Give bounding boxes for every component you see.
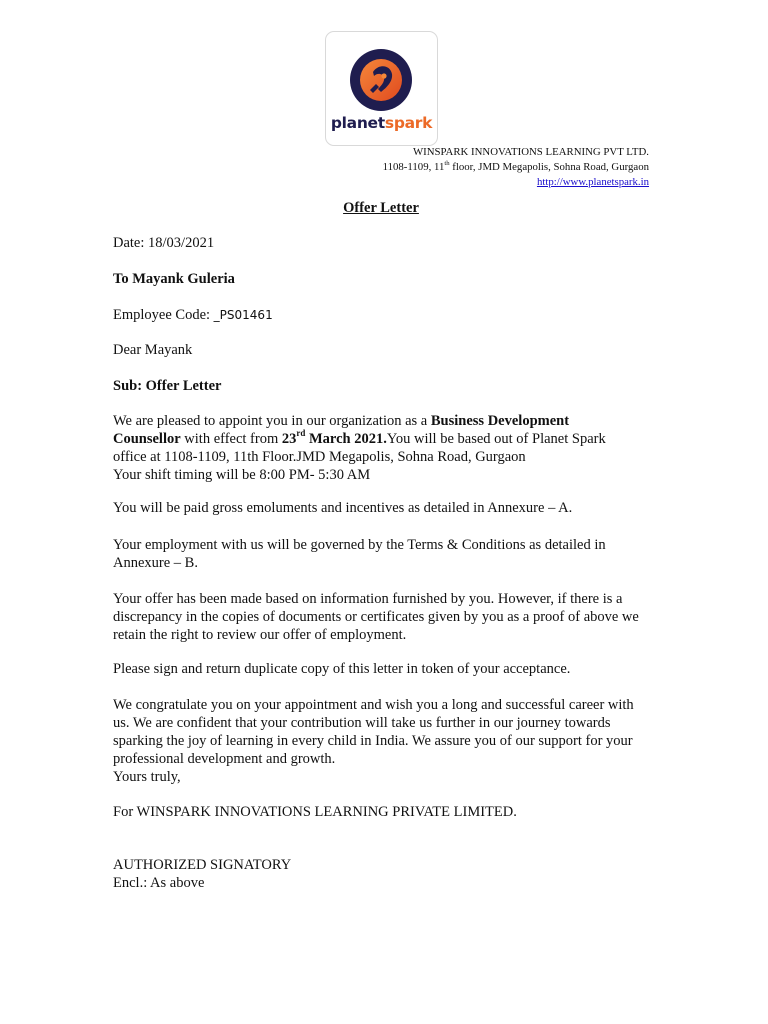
company-website-link[interactable]: http://www.planetspark.in <box>536 176 649 188</box>
p1-role: Business Development Counsellor <box>113 413 570 447</box>
planet-logo-icon <box>326 32 437 114</box>
p1-text: with effect from <box>180 431 282 447</box>
letter-title: Offer Letter <box>343 200 419 216</box>
company-header <box>383 145 649 190</box>
p1-text: You will be based out of Planet Spark office at 1108-1109, 11th Floor.JMD Megapolis, Sohna Road, Gurgaon <box>113 431 606 465</box>
employee-code-value: _PS01461 <box>213 308 273 322</box>
company-logo <box>325 31 438 146</box>
logo-word-spark: spark <box>384 114 433 132</box>
subject-line: Sub: Offer Letter <box>113 378 222 394</box>
address-sup: th <box>444 159 450 167</box>
company-name: WINSPARK INNOVATIONS LEARNING PVT LTD. <box>412 146 649 158</box>
terms-paragraph: Your employment with us will be governed by the Terms & Conditions as detailed in Annexure – B. <box>113 537 606 571</box>
shift-timing: Your shift timing will be 8:00 PM- 5:30 AM <box>113 467 371 483</box>
p1-text: We are pleased to appoint you in our organization as a <box>113 413 431 429</box>
company-address <box>383 160 649 175</box>
sign-return-paragraph: Please sign and return duplicate copy of this letter in token of your acceptance. <box>113 661 571 677</box>
address-part: floor, JMD Megapolis, Sohna Road, Gurgaon <box>449 161 649 173</box>
appointment-paragraph <box>113 412 613 484</box>
emoluments-paragraph: You will be paid gross emoluments and incentives as detailed in Annexure – A. <box>113 500 573 516</box>
salutation: Dear Mayank <box>113 342 193 358</box>
address-part: 1108-1109, 11 <box>382 161 445 173</box>
closing-line: Yours truly, <box>113 769 181 785</box>
enclosure: Encl.: As above <box>113 875 205 891</box>
p1-date-day: 23 <box>281 431 297 447</box>
letter-date: Date: 18/03/2021 <box>113 235 215 251</box>
congratulations-text: We congratulate you on your appointment and wish you a long and successful career with us. We are confident that your contribution will take us further in our journey towards sparking the joy of learning in every child in India. We assure you of our support for your professional development and growth. <box>113 697 634 767</box>
discrepancy-paragraph: Your offer has been made based on information furnished by you. However, if there is a discrepancy in the copies of documents or certificates given by you as a proof of above we retain the right to review our offer of employment. <box>113 591 639 643</box>
p1-date-sup: rd <box>296 428 306 439</box>
p1-date-rest: March 2021. <box>305 431 387 447</box>
logo-wordmark <box>326 114 437 132</box>
employee-code <box>113 306 273 324</box>
for-company: For WINSPARK INNOVATIONS LEARNING PRIVATE LIMITED. <box>113 804 517 820</box>
recipient: To Mayank Guleria <box>113 271 235 287</box>
employee-code-label: Employee Code: <box>113 307 214 323</box>
congratulations-paragraph <box>113 696 643 786</box>
p1-start-date <box>281 428 387 447</box>
logo-word-planet: planet <box>330 114 385 132</box>
authorized-signatory: AUTHORIZED SIGNATORY <box>113 857 292 873</box>
